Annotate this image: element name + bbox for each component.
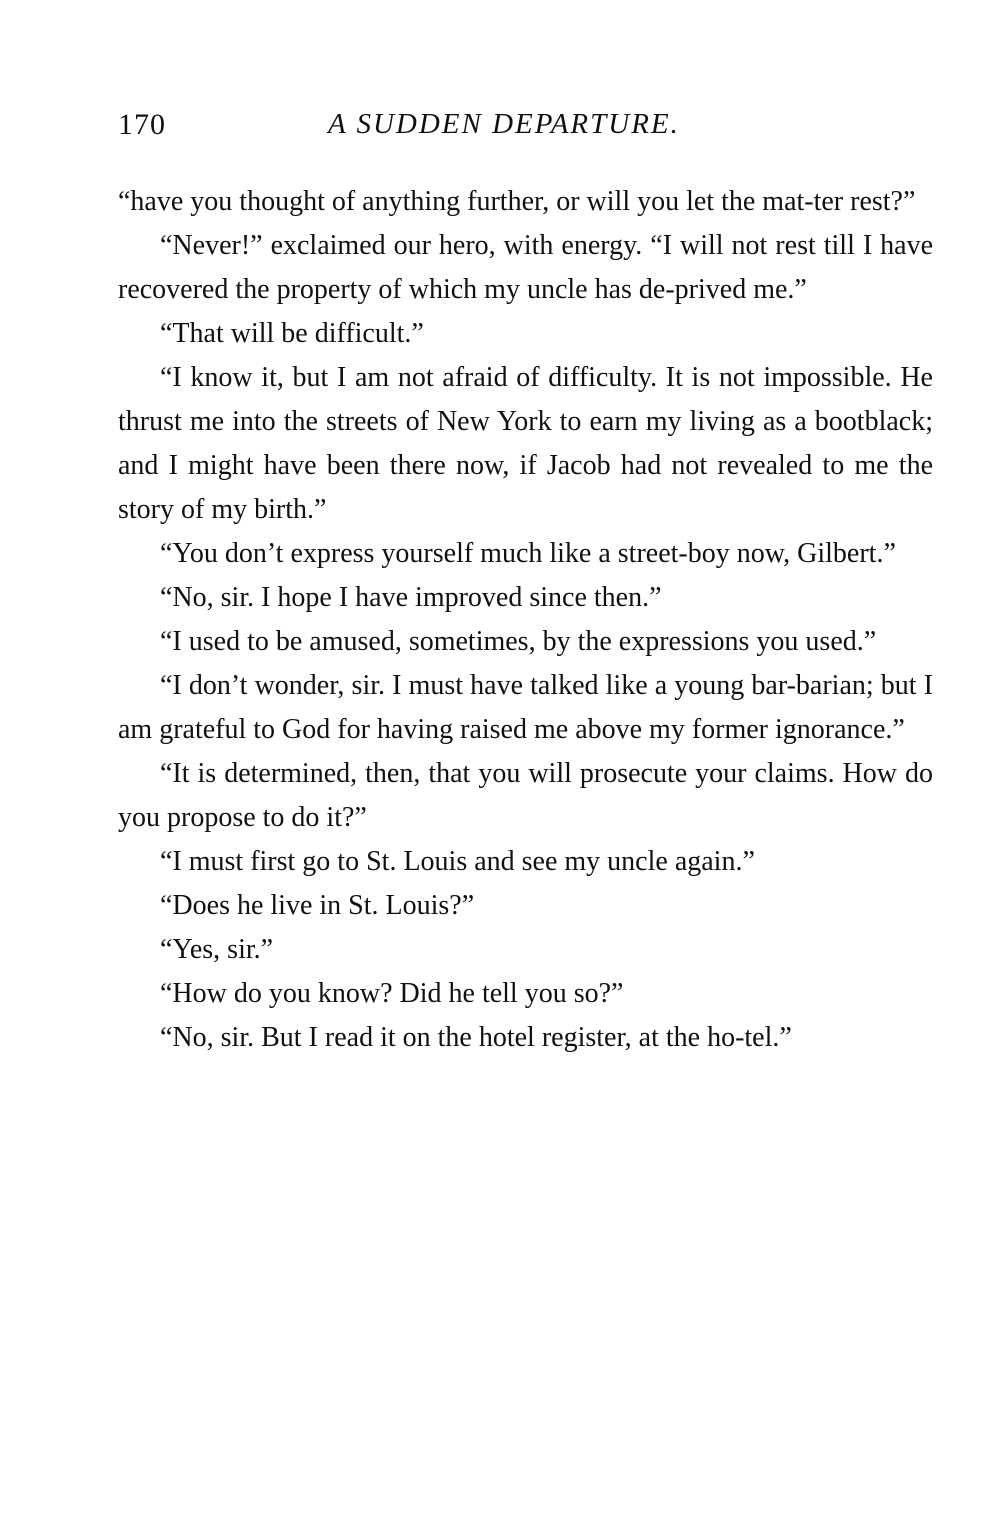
paragraph: “Does he live in St. Louis?” [160, 890, 475, 921]
paragraph: “Never!” exclaimed our hero, with energy. “I will not rest till I have recovered the property of which my uncle has de-prived me.” [118, 230, 933, 305]
paragraph: “I know it, but I am not afraid of difficulty. It is not impossible. He thrust me into the streets of New York to earn my living as a bootblack; and I might have been there now, if Jacob had not revealed to me the story of my birth.” [118, 362, 933, 525]
paragraph: “have you thought of anything further, or will you let the mat-ter rest?” [118, 186, 916, 217]
paragraph: “I don’t wonder, sir. I must have talked like a young bar-barian; but I am grateful to God for having raised me above my former ignorance.” [118, 670, 933, 745]
paragraph: “No, sir. But I read it on the hotel register, at the ho-tel.” [160, 1022, 792, 1053]
paragraph: “You don’t express yourself much like a street-boy now, Gilbert.” [160, 538, 896, 569]
body-text [118, 180, 933, 1060]
paragraph: “That will be difficult.” [160, 318, 424, 349]
paragraph: “No, sir. I hope I have improved since then.” [160, 582, 662, 613]
running-title: A SUDDEN DEPARTURE. [328, 108, 680, 140]
page-header [118, 108, 933, 152]
paragraph: “How do you know? Did he tell you so?” [160, 978, 624, 1009]
page-number: 170 [118, 108, 166, 141]
paragraph: “I must first go to St. Louis and see my uncle again.” [160, 846, 755, 877]
paragraph: “I used to be amused, sometimes, by the expressions you used.” [160, 626, 877, 657]
paragraph: “Yes, sir.” [160, 934, 274, 965]
paragraph: “It is determined, then, that you will prosecute your claims. How do you propose to do it?” [118, 758, 933, 833]
